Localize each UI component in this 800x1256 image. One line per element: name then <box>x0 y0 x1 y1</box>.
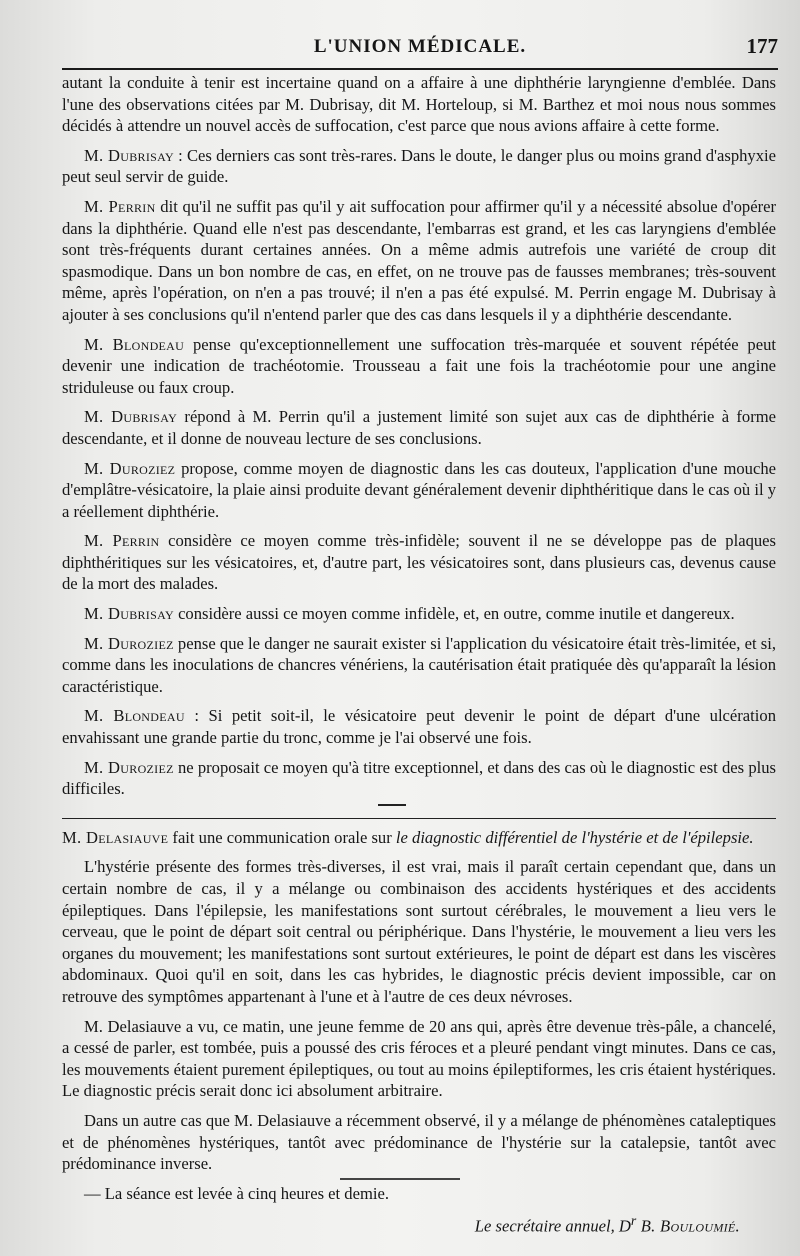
paragraph <box>62 757 776 800</box>
speaker-name: M. Blondeau <box>84 334 185 354</box>
speaker-name: M. Delasiauve <box>62 827 169 847</box>
paragraph-text: répond à M. Perrin qu'il a justement limité son sujet aux cas de diphthérie à forme descendante, et il donne de nouveau lecture de ses conclusions. <box>62 407 776 448</box>
paragraph <box>62 633 776 698</box>
signature-name: B. Bouloumié. <box>636 1216 740 1236</box>
signature-sup: r <box>630 1213 637 1229</box>
header-rule <box>62 68 778 70</box>
paragraph-text: L'hystérie présente des formes très-diverses, il est vrai, mais il paraît certain cependant que, dans un certain nombre de cas, il y a mélange ou combinaison des accidents hystériques et des accidents épileptiques. Dans l'épilepsie, les manifestations sont surtout cérébrales, le mouvement a lieu vers le cerveau, que le point de départ soit central ou périphérique. Dans l'hystérie, le mouvement a lieu vers les organes du mouvement; les manifestations sont surtout extérieures, le point de départ est dans les viscères abdominaux. Quoi qu'il en soit, dans les cas hybrides, le diagnostic précis devient impossible, car on retrouve des symptômes appartenant à l'une et à l'autre de ces deux névroses. <box>62 857 776 1006</box>
speaker-name: M. Perrin <box>84 531 160 551</box>
speaker-name: M. Dubrisay <box>84 604 174 624</box>
paragraph <box>62 145 776 188</box>
article-body <box>62 72 776 1237</box>
speaker-name: M. Dubrisay <box>84 407 178 427</box>
paragraph <box>62 72 776 137</box>
paragraph <box>62 406 776 449</box>
paragraph-text: Dans un autre cas que M. Delasiauve a récemment observé, il y a mélange de phénomènes cataleptiques et de phénomènes hystériques, tantôt avec prédominance de l'hystérie sur la catalepsie, tantôt avec prédominance inverse. <box>62 1110 776 1174</box>
paragraph-text: pense que le danger ne saurait exister si l'application du vésicatoire était très-limitée, et si, comme dans les inoculations de chancres vénériens, la cautérisation était pratiquée dès qu'apparaît la lésion caractéristique. <box>62 633 776 696</box>
paragraph <box>62 603 776 625</box>
paragraph <box>62 1016 776 1102</box>
paragraph <box>62 334 776 399</box>
paragraph-text: M. Delasiauve a vu, ce matin, une jeune femme de 20 ans qui, après être devenue très-pâle, a chancelé, a cessé de parler, est tombée, puis a poussé des cris féroces et a pleuré pendant vingt minutes. Dans ce cas, les mouvements étaient purement épileptiques, ou tout au moins épileptiformes, les cris étaient hystériques. Le diagnostic précis serait donc ici absolument arbitraire. <box>62 1016 776 1101</box>
signature <box>62 1210 740 1237</box>
paragraph <box>62 196 776 326</box>
page-number: 177 <box>746 34 778 58</box>
speaker-name: M. Duroziez <box>84 633 174 653</box>
paragraph-text: autant la conduite à tenir est incertaine quand on a affaire à une diphthérie laryngienne d'emblée. Dans l'une des observations citées par M. Dubrisay, dit M. Horteloup, si M. Barthez et moi nous nous sommes décidés à attendre un nouvel accès de suffocation, c'est parce que nous avions affaire à cette forme. <box>62 73 776 136</box>
speaker-name: M. Blondeau <box>84 706 185 726</box>
running-header <box>62 30 778 64</box>
speaker-name: M. Duroziez <box>84 458 176 478</box>
footer-rule <box>340 1178 460 1180</box>
paragraph <box>62 705 776 748</box>
paragraph-text: dit qu'il ne suffit pas qu'il y ait suffocation pour affirmer qu'il y a nécessité absolue d'opérer dans la diphthérie. Quand elle n'est pas descendante, l'embarras est grand, et les cas laryngiens d'emblée sont très-fréquents durant certaines années. On a même admis autrefois une variété de croup dit spasmodique. Dans un bon nombre de cas, en effet, on ne trouve pas de fausses membranes; très-souvent même, après l'opération, on n'en a pas trouvé; il n'en a pas été expulsé. M. Perrin engage M. Dubrisay à ajouter à ses conclusions qu'il n'entend parler que des cas dans lesquels il y a diphthérie descendante. <box>62 196 776 324</box>
paragraph <box>62 856 776 1007</box>
paragraph <box>62 827 776 849</box>
short-rule <box>378 804 406 806</box>
paragraph-text: — La séance est levée à cinq heures et demie. <box>84 1183 389 1203</box>
speaker-name: M. Dubrisay <box>84 145 174 165</box>
paragraph <box>62 1183 776 1205</box>
paragraph-text: pense qu'exceptionnellement une suffocation très-marquée et souvent répétée peut devenir une indication de trachéotomie. Trousseau a fait une fois la trachéotomie pour une angine striduleuse ou faux croup. <box>62 334 776 397</box>
paragraph-text: fait une communication orale sur <box>168 827 396 847</box>
paragraph <box>62 1110 776 1175</box>
paragraph-text: : Si petit soit-il, le vésicatoire peut devenir le point de départ d'une ulcération envahissant une grande partie du tronc, comme je l'ai observé une fois. <box>62 706 776 748</box>
journal-title: L'UNION MÉDICALE. <box>313 36 527 57</box>
signature-role: Le secrétaire annuel, D <box>474 1216 631 1236</box>
paragraph-text: considère ce moyen comme très-infidèle; souvent il ne se développe pas de plaques diphthéritiques sur les vésicatoires, et, d'autre part, les vésicatoires sont, dans plusieurs cas, devenus cause de la mort des malades. <box>62 531 776 594</box>
section-divider <box>62 818 776 819</box>
paragraph-text: propose, comme moyen de diagnostic dans les cas douteux, l'application d'une mouche d'emplâtre-vésicatoire, la plaie ainsi produite devant généralement devenir diphthéritique dans le cas où il y a réellement diphthérie. <box>62 458 776 521</box>
paragraph <box>62 530 776 595</box>
communication-title: le diagnostic différentiel de l'hystérie et de l'épilepsie. <box>395 827 754 847</box>
paragraph-text: ne proposait ce moyen qu'à titre exceptionnel, et dans des cas où le diagnostic est des plus difficiles. <box>62 757 776 799</box>
paragraph <box>62 458 776 523</box>
paragraph-text: considère aussi ce moyen comme infidèle, et, en outre, comme inutile et dangereux. <box>173 604 735 624</box>
speaker-name: M. Duroziez <box>84 757 174 777</box>
speaker-name: M. Perrin <box>84 196 156 216</box>
paragraph-text: : Ces derniers cas sont très-rares. Dans le doute, le danger plus ou moins grand d'asphyxie peut seul servir de guide. <box>62 145 776 187</box>
